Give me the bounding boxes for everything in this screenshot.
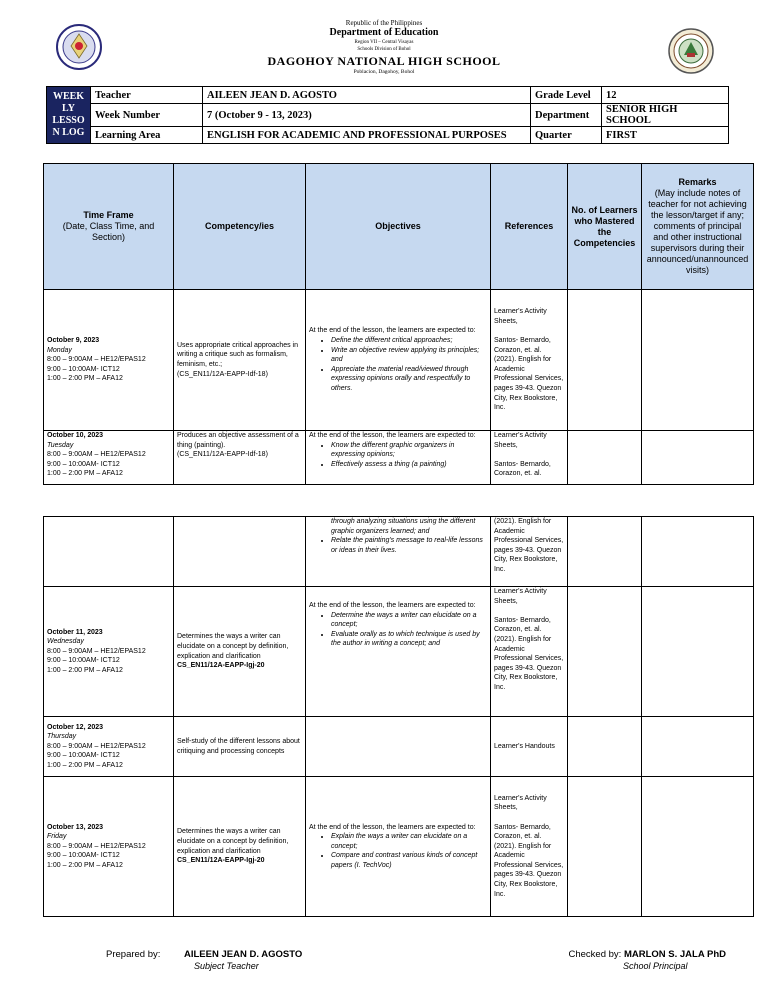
- week-number-value: 7 (October 9 - 13, 2023): [203, 104, 531, 127]
- col-objectives: Objectives: [306, 164, 491, 290]
- competency-cell: Self-study of the different lessons about critiquing and processing concepts: [174, 717, 306, 777]
- header-school-name: DAGOHOY NATIONAL HIGH SCHOOL: [267, 54, 501, 68]
- mastered-cell: [568, 290, 642, 431]
- remarks-cell: [642, 431, 754, 485]
- remarks-cell: [642, 587, 754, 717]
- department-value: SENIOR HIGH SCHOOL: [602, 104, 729, 127]
- references-cell: Learner's Activity Sheets, Santos- Bernardo, Corazon, et. al. (2021). English for Academic Professional Services, pages 39-43. Quezon City, Rex Bookstore, Inc.: [491, 587, 568, 717]
- competency-cell: [174, 517, 306, 587]
- time-cell: October 10, 2023 Tuesday 8:00 – 9:00AM – HE12/EPAS12 9:00 – 10:00AM- ICT12 1:00 – 2:00 PM – AFA12: [44, 431, 174, 485]
- remarks-cell: [642, 777, 754, 917]
- grade-level-label: Grade Level: [531, 87, 602, 104]
- lesson-plan-table-page-2: [43, 516, 754, 917]
- header-department: Department of Education: [329, 27, 439, 38]
- header-republic: Republic of the Philippines: [345, 19, 423, 27]
- col-time-frame: Time Frame (Date, Class Time, and Section): [44, 164, 174, 290]
- weekly-lesson-log-label: WEEK LY LESSO N LOG: [47, 87, 91, 144]
- references-cell: Learner's Activity Sheets, Santos- Bernardo, Corazon, et. al. (2021). English for Academic Professional Services, pages 39-43. Quezon City, Rex Bookstore, Inc.: [491, 290, 568, 431]
- checked-by-name: MARLON S. JALA PhD: [623, 949, 726, 960]
- lesson-info-table: [46, 86, 729, 144]
- objectives-cell: through analyzing situations using the different graphic organizers learned; and • Relate the painting's message to real-life lessons or ideas in their lives.: [306, 517, 491, 587]
- remarks-cell: [642, 517, 754, 587]
- remarks-cell: [642, 290, 754, 431]
- department-label: Department: [531, 104, 602, 127]
- mastered-cell: [568, 431, 642, 485]
- time-cell: [44, 517, 174, 587]
- competency-cell: Determines the ways a writer can elucidate on a concept by definition, explication and clarification CS_EN11/12A-EAPP-Igj-20: [174, 587, 306, 717]
- checked-by-block: [569, 949, 727, 960]
- week-number-label: Week Number: [91, 104, 203, 127]
- checked-by-label: Checked by:: [568, 949, 622, 960]
- references-cell: (2021). English for Academic Professional Services, pages 39-43. Quezon City, Rex Bookstore, Inc.: [491, 517, 568, 587]
- objectives-cell: At the end of the lesson, the learners are expected to: • Determine the ways a writer can elucidate on a concept; • Evaluate orally as to which technique is used by the author in writing a concept; and: [306, 587, 491, 717]
- teacher-label: Teacher: [91, 87, 203, 104]
- mastered-cell: [568, 517, 642, 587]
- objectives-cell: At the end of the lesson, the learners are expected to: • Explain the ways a writer can elucidate on a concept; • Compare and contrast various kinds of concept papers (I. TechVoc): [306, 777, 491, 917]
- col-competency: Competency/ies: [174, 164, 306, 290]
- quarter-value: FIRST: [602, 127, 729, 144]
- col-references: References: [491, 164, 568, 290]
- header-address: Poblacion, Dagohoy, Bohol: [353, 69, 415, 75]
- col-remarks: Remarks (May include notes of teacher for not achieving the lesson/target if any; comments of principal and other instructional supervisors during their announced/unannounced visits): [642, 164, 754, 290]
- learning-area-value: ENGLISH FOR ACADEMIC AND PROFESSIONAL PURPOSES: [203, 127, 531, 144]
- objectives-cell: At the end of the lesson, the learners are expected to: • Define the different critical approaches; • Write an objective review applying its principles; and • Appreciate the material read/viewed through expressing opinions orally and respectfully to others.: [306, 290, 491, 431]
- table-row: [44, 517, 754, 587]
- prepared-by-label: Prepared by:: [106, 949, 161, 960]
- references-cell: Learner's Activity Sheets, Santos- Bernardo, Corazon, et. al. (2021). English for Academic Professional Services, pages 39-43. Quezon City, Rex Bookstore, Inc.: [491, 777, 568, 917]
- table-row: [44, 431, 754, 485]
- prepared-by-role: Subject Teacher: [194, 961, 259, 971]
- mastered-cell: [568, 717, 642, 777]
- table-row: [44, 587, 754, 717]
- col-mastered: No. of Learners who Mastered the Competencies: [568, 164, 642, 290]
- table-row: [44, 777, 754, 917]
- references-cell: Learner's Activity Sheets, Santos- Bernardo, Corazon, et. al.: [491, 431, 568, 485]
- table-row: [44, 290, 754, 431]
- learning-area-label: Learning Area: [91, 127, 203, 144]
- objectives-cell: [306, 717, 491, 777]
- remarks-cell: [642, 717, 754, 777]
- time-cell: October 9, 2023 Monday 8:00 – 9:00AM – HE12/EPAS12 9:00 – 10:00AM- ICT12 1:00 – 2:00 PM – AFA12: [44, 290, 174, 431]
- mastered-cell: [568, 777, 642, 917]
- teacher-value: AILEEN JEAN D. AGOSTO: [203, 87, 531, 104]
- checked-by-role: School Principal: [623, 961, 688, 971]
- time-cell: October 12, 2023 Thursday 8:00 – 9:00AM – HE12/EPAS12 9:00 – 10:00AM- ICT12 1:00 – 2:00 PM – AFA12: [44, 717, 174, 777]
- time-cell: October 11, 2023 Wednesday 8:00 – 9:00AM – HE12/EPAS12 9:00 – 10:00AM- ICT12 1:00 – 2:00 PM – AFA12: [44, 587, 174, 717]
- time-cell: October 13, 2023 Friday 8:00 – 9:00AM – HE12/EPAS12 9:00 – 10:00AM- ICT12 1:00 – 2:00 PM – AFA12: [44, 777, 174, 917]
- table-row: [44, 717, 754, 777]
- competency-cell: Produces an objective assessment of a thing (painting). (CS_EN11/12A-EAPP-Idf-18): [174, 431, 306, 485]
- competency-cell: Determines the ways a writer can elucidate on a concept by definition, explication and clarification CS_EN11/12A-EAPP-Igj-20: [174, 777, 306, 917]
- header-division: Schools Division of Bohol: [357, 47, 411, 52]
- grade-level-value: 12: [602, 87, 729, 104]
- header-region: Region VII – Central Visayas: [354, 40, 414, 45]
- prepared-by-name: AILEEN JEAN D. AGOSTO: [184, 949, 303, 960]
- objectives-cell: At the end of the lesson, the learners are expected to: • Know the different graphic organizers in expressing opinions; • Effectively assess a thing (a painting): [306, 431, 491, 485]
- references-cell: Learner's Handouts: [491, 717, 568, 777]
- mastered-cell: [568, 587, 642, 717]
- quarter-label: Quarter: [531, 127, 602, 144]
- competency-cell: Uses appropriate critical approaches in writing a critique such as formalism, feminism, etc.; (CS_EN11/12A-EAPP-Idf-18): [174, 290, 306, 431]
- lesson-plan-table-page-1: [43, 163, 754, 485]
